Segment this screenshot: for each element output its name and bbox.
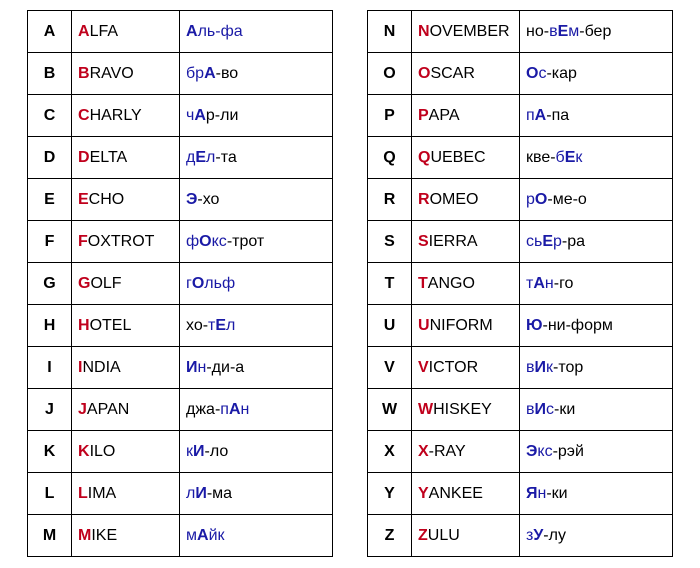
code-word-rest: IMA bbox=[87, 484, 117, 502]
pronunciation-segment: -хо bbox=[197, 190, 220, 208]
pronunciation-segment: Е bbox=[542, 232, 554, 250]
russian-pronunciation bbox=[180, 221, 333, 263]
pronunciation-segment: д bbox=[186, 148, 196, 166]
pronunciation-segment: с bbox=[546, 400, 554, 418]
pronunciation-segment: Е bbox=[564, 148, 576, 166]
russian-pronunciation bbox=[180, 389, 333, 431]
alphabet-table-right bbox=[367, 10, 673, 557]
code-word bbox=[72, 179, 180, 221]
code-word bbox=[72, 11, 180, 53]
code-word bbox=[72, 53, 180, 95]
table-row bbox=[28, 431, 333, 473]
code-word bbox=[412, 263, 520, 305]
pronunciation-segment: т bbox=[208, 316, 216, 334]
code-word bbox=[412, 179, 520, 221]
pronunciation-segment: И bbox=[534, 400, 546, 418]
table-row bbox=[28, 263, 333, 305]
table-row bbox=[368, 221, 673, 263]
code-word-initial: P bbox=[418, 106, 429, 124]
code-word-rest: NDIA bbox=[82, 358, 121, 376]
pronunciation-segment: -ра bbox=[561, 232, 586, 250]
code-word bbox=[72, 95, 180, 137]
pronunciation-segment: льф bbox=[204, 274, 236, 292]
pronunciation-segment: п bbox=[526, 106, 535, 124]
code-word bbox=[72, 347, 180, 389]
code-word-initial: Q bbox=[418, 148, 431, 166]
latin-letter: I bbox=[28, 347, 72, 389]
table-row bbox=[368, 473, 673, 515]
pronunciation-segment: кс bbox=[537, 442, 553, 460]
code-word-rest: OTEL bbox=[89, 316, 132, 334]
latin-letter: E bbox=[28, 179, 72, 221]
pronunciation-segment: И bbox=[534, 358, 546, 376]
code-word-initial: I bbox=[78, 358, 83, 376]
table-row bbox=[368, 263, 673, 305]
pronunciation-segment: -во bbox=[215, 64, 239, 82]
latin-letter: U bbox=[368, 305, 412, 347]
code-word bbox=[412, 347, 520, 389]
russian-pronunciation bbox=[180, 431, 333, 473]
pronunciation-segment: А bbox=[186, 22, 198, 40]
code-word-rest: RAVO bbox=[89, 64, 134, 82]
pronunciation-segment: хо- bbox=[186, 316, 209, 334]
russian-pronunciation bbox=[180, 305, 333, 347]
russian-pronunciation bbox=[520, 515, 673, 557]
code-word bbox=[72, 473, 180, 515]
latin-letter: F bbox=[28, 221, 72, 263]
pronunciation-segment: н bbox=[240, 400, 250, 418]
pronunciation-segment: н bbox=[537, 484, 547, 502]
code-word bbox=[72, 263, 180, 305]
pronunciation-segment: но- bbox=[526, 22, 550, 40]
russian-pronunciation bbox=[520, 305, 673, 347]
russian-pronunciation bbox=[520, 53, 673, 95]
pronunciation-segment: к bbox=[575, 148, 583, 166]
pronunciation-segment: -трот bbox=[226, 232, 265, 250]
pronunciation-segment: А bbox=[194, 106, 206, 124]
pronunciation-segment: О bbox=[534, 190, 548, 208]
pronunciation-segment: А bbox=[197, 526, 209, 544]
pronunciation-segment: О bbox=[191, 274, 205, 292]
pronunciation-segment: Я bbox=[526, 484, 538, 502]
code-word-initial: H bbox=[78, 316, 90, 334]
code-word-initial: K bbox=[78, 442, 90, 460]
latin-letter: S bbox=[368, 221, 412, 263]
latin-letter: M bbox=[28, 515, 72, 557]
russian-pronunciation bbox=[520, 221, 673, 263]
pronunciation-segment: -ки bbox=[546, 484, 568, 502]
latin-letter: Q bbox=[368, 137, 412, 179]
code-word-rest: ILO bbox=[89, 442, 116, 460]
table-row bbox=[368, 347, 673, 389]
russian-pronunciation bbox=[180, 11, 333, 53]
pronunciation-segment: р-ли bbox=[205, 106, 239, 124]
latin-letter: T bbox=[368, 263, 412, 305]
table-row bbox=[368, 431, 673, 473]
pronunciation-segment: А bbox=[204, 64, 216, 82]
table-row bbox=[368, 515, 673, 557]
pronunciation-segment: т bbox=[526, 274, 534, 292]
table-row bbox=[28, 473, 333, 515]
latin-letter: W bbox=[368, 389, 412, 431]
pronunciation-segment: м bbox=[568, 22, 580, 40]
latin-letter: J bbox=[28, 389, 72, 431]
pronunciation-segment: О bbox=[199, 232, 212, 250]
code-word-initial: G bbox=[78, 274, 91, 292]
code-word bbox=[412, 389, 520, 431]
pronunciation-segment: в bbox=[526, 400, 535, 418]
code-word-initial: S bbox=[418, 232, 429, 250]
pronunciation-segment: кс bbox=[211, 232, 227, 250]
pronunciation-segment: А bbox=[534, 106, 547, 124]
table-row bbox=[28, 305, 333, 347]
russian-pronunciation bbox=[180, 347, 333, 389]
code-word-rest: APAN bbox=[86, 400, 130, 418]
pronunciation-segment: п bbox=[220, 400, 229, 418]
code-word-initial: T bbox=[418, 274, 428, 292]
code-word-rest: OLF bbox=[90, 274, 122, 292]
code-word-rest: APA bbox=[428, 106, 460, 124]
code-word-initial: C bbox=[78, 106, 90, 124]
code-word bbox=[412, 95, 520, 137]
pronunciation-segment: А bbox=[533, 274, 545, 292]
pronunciation-segment: И bbox=[193, 442, 205, 460]
russian-pronunciation bbox=[180, 473, 333, 515]
pronunciation-segment: в bbox=[549, 22, 558, 40]
pronunciation-segment: -ни-форм bbox=[542, 316, 613, 334]
code-word bbox=[412, 53, 520, 95]
russian-pronunciation bbox=[180, 179, 333, 221]
russian-pronunciation bbox=[520, 137, 673, 179]
pronunciation-segment: в bbox=[526, 358, 535, 376]
pronunciation-segment: -кар bbox=[546, 64, 577, 82]
pronunciation-segment: л bbox=[226, 316, 236, 334]
russian-pronunciation bbox=[520, 431, 673, 473]
russian-pronunciation bbox=[180, 95, 333, 137]
russian-pronunciation bbox=[180, 137, 333, 179]
table-row bbox=[368, 305, 673, 347]
code-word bbox=[72, 221, 180, 263]
pronunciation-segment: н bbox=[197, 358, 207, 376]
pronunciation-segment: Е bbox=[215, 316, 227, 334]
code-word-rest: SCAR bbox=[430, 64, 475, 82]
table-row bbox=[368, 137, 673, 179]
latin-letter: R bbox=[368, 179, 412, 221]
pronunciation-segment: -ма bbox=[206, 484, 233, 502]
latin-letter: D bbox=[28, 137, 72, 179]
table-row bbox=[28, 221, 333, 263]
table-row bbox=[368, 11, 673, 53]
table-row bbox=[28, 53, 333, 95]
pronunciation-segment: -ме-о bbox=[547, 190, 587, 208]
russian-pronunciation bbox=[520, 473, 673, 515]
code-word-initial: L bbox=[78, 484, 88, 502]
russian-pronunciation bbox=[520, 347, 673, 389]
code-word-rest: CHO bbox=[88, 190, 125, 208]
alphabet-table-right-body bbox=[368, 11, 673, 557]
table-row bbox=[368, 53, 673, 95]
code-word bbox=[412, 305, 520, 347]
table-row bbox=[28, 347, 333, 389]
latin-letter: G bbox=[28, 263, 72, 305]
pronunciation-segment: -лу bbox=[543, 526, 566, 544]
code-word-initial: A bbox=[78, 22, 90, 40]
code-word-initial: W bbox=[418, 400, 434, 418]
russian-pronunciation bbox=[520, 263, 673, 305]
pronunciation-segment: -го bbox=[553, 274, 574, 292]
code-word-rest: ICTOR bbox=[428, 358, 479, 376]
russian-pronunciation bbox=[520, 389, 673, 431]
latin-letter: P bbox=[368, 95, 412, 137]
code-word-rest: ELTA bbox=[89, 148, 128, 166]
latin-letter: H bbox=[28, 305, 72, 347]
table-row bbox=[28, 137, 333, 179]
russian-pronunciation bbox=[180, 263, 333, 305]
pronunciation-segment: -па bbox=[546, 106, 570, 124]
pronunciation-segment: бр bbox=[186, 64, 205, 82]
code-word-rest: ANGO bbox=[427, 274, 475, 292]
code-word-initial: N bbox=[418, 22, 430, 40]
code-word-initial: R bbox=[418, 190, 430, 208]
pronunciation-segment: к bbox=[546, 358, 553, 376]
pronunciation-segment: -бер bbox=[579, 22, 612, 40]
code-word-rest: -RAY bbox=[428, 442, 466, 460]
code-word-rest: OXTROT bbox=[87, 232, 155, 250]
russian-pronunciation bbox=[180, 53, 333, 95]
table-row bbox=[28, 11, 333, 53]
latin-letter: Z bbox=[368, 515, 412, 557]
table-row bbox=[368, 179, 673, 221]
russian-pronunciation bbox=[180, 515, 333, 557]
latin-letter: B bbox=[28, 53, 72, 95]
code-word-initial: Z bbox=[418, 526, 428, 544]
code-word bbox=[412, 515, 520, 557]
pronunciation-segment: р bbox=[526, 190, 535, 208]
pronunciation-segment: сь bbox=[526, 232, 543, 250]
code-word-initial: F bbox=[78, 232, 88, 250]
pronunciation-segment: с bbox=[538, 64, 547, 82]
pronunciation-segment: л bbox=[206, 148, 216, 166]
russian-pronunciation bbox=[520, 179, 673, 221]
code-word bbox=[72, 305, 180, 347]
pronunciation-segment: -рэй bbox=[552, 442, 584, 460]
latin-letter: C bbox=[28, 95, 72, 137]
latin-letter: K bbox=[28, 431, 72, 473]
table-row bbox=[28, 179, 333, 221]
pronunciation-segment: н bbox=[544, 274, 554, 292]
latin-letter: O bbox=[368, 53, 412, 95]
code-word-rest: IERRA bbox=[428, 232, 478, 250]
code-word-initial: D bbox=[78, 148, 90, 166]
code-word-rest: HARLY bbox=[89, 106, 142, 124]
pronunciation-segment: -ди-а bbox=[206, 358, 245, 376]
pronunciation-segment: кве- bbox=[526, 148, 556, 166]
russian-pronunciation bbox=[520, 11, 673, 53]
code-word bbox=[412, 137, 520, 179]
table-row bbox=[28, 389, 333, 431]
pronunciation-segment: А bbox=[228, 400, 241, 418]
table-row bbox=[368, 95, 673, 137]
code-word bbox=[72, 389, 180, 431]
code-word-rest: ANKEE bbox=[428, 484, 483, 502]
pronunciation-segment: м bbox=[186, 526, 197, 544]
pronunciation-segment: з bbox=[526, 526, 534, 544]
pronunciation-segment: ф bbox=[186, 232, 200, 250]
pronunciation-segment: Э bbox=[186, 190, 198, 208]
code-word bbox=[412, 473, 520, 515]
code-word-rest: UEBEC bbox=[430, 148, 486, 166]
latin-letter: Y bbox=[368, 473, 412, 515]
pronunciation-segment: к bbox=[186, 442, 193, 460]
code-word bbox=[412, 431, 520, 473]
code-word-rest: OVEMBER bbox=[429, 22, 510, 40]
pronunciation-segment: Е bbox=[557, 22, 569, 40]
code-word-rest: LFA bbox=[89, 22, 119, 40]
pronunciation-segment: -та bbox=[215, 148, 237, 166]
code-word-initial: O bbox=[418, 64, 431, 82]
code-word-rest: IKE bbox=[91, 526, 118, 544]
table-row bbox=[28, 515, 333, 557]
pronunciation-segment: -ки bbox=[554, 400, 576, 418]
pronunciation-segment: У bbox=[533, 526, 544, 544]
code-word-rest: NIFORM bbox=[429, 316, 493, 334]
table-row bbox=[28, 95, 333, 137]
pronunciation-segment: Е bbox=[195, 148, 207, 166]
pronunciation-segment: ль-фа bbox=[197, 22, 243, 40]
code-word-initial: E bbox=[78, 190, 89, 208]
pronunciation-segment: р bbox=[553, 232, 562, 250]
code-word-initial: V bbox=[418, 358, 429, 376]
pronunciation-segment: -тор bbox=[553, 358, 584, 376]
latin-letter: X bbox=[368, 431, 412, 473]
code-word-rest: ULU bbox=[427, 526, 460, 544]
pronunciation-segment: г bbox=[186, 274, 192, 292]
code-word bbox=[412, 221, 520, 263]
pronunciation-segment: йк bbox=[208, 526, 225, 544]
pronunciation-segment: И bbox=[186, 358, 198, 376]
latin-letter: L bbox=[28, 473, 72, 515]
code-word-initial: J bbox=[78, 400, 87, 418]
code-word-initial: Y bbox=[418, 484, 429, 502]
code-word bbox=[72, 431, 180, 473]
alphabet-table-left-body bbox=[28, 11, 333, 557]
latin-letter: A bbox=[28, 11, 72, 53]
code-word bbox=[412, 11, 520, 53]
table-row bbox=[368, 389, 673, 431]
pronunciation-segment: ч bbox=[186, 106, 195, 124]
code-word-initial: B bbox=[78, 64, 90, 82]
code-word-initial: X bbox=[418, 442, 429, 460]
russian-pronunciation bbox=[520, 95, 673, 137]
code-word-initial: U bbox=[418, 316, 430, 334]
latin-letter: N bbox=[368, 11, 412, 53]
pronunciation-segment: л bbox=[186, 484, 196, 502]
code-word-rest: HISKEY bbox=[433, 400, 492, 418]
pronunciation-segment: О bbox=[526, 64, 539, 82]
pronunciation-segment: Ю bbox=[526, 316, 543, 334]
code-word bbox=[72, 515, 180, 557]
pronunciation-segment: б bbox=[555, 148, 565, 166]
latin-letter: V bbox=[368, 347, 412, 389]
pronunciation-segment: -ло bbox=[204, 442, 229, 460]
alphabet-table-left bbox=[27, 10, 333, 557]
pronunciation-segment: джа- bbox=[186, 400, 221, 418]
code-word-initial: M bbox=[78, 526, 92, 544]
pronunciation-segment: И bbox=[195, 484, 207, 502]
code-word bbox=[72, 137, 180, 179]
code-word-rest: OMEO bbox=[429, 190, 479, 208]
pronunciation-segment: Э bbox=[526, 442, 538, 460]
